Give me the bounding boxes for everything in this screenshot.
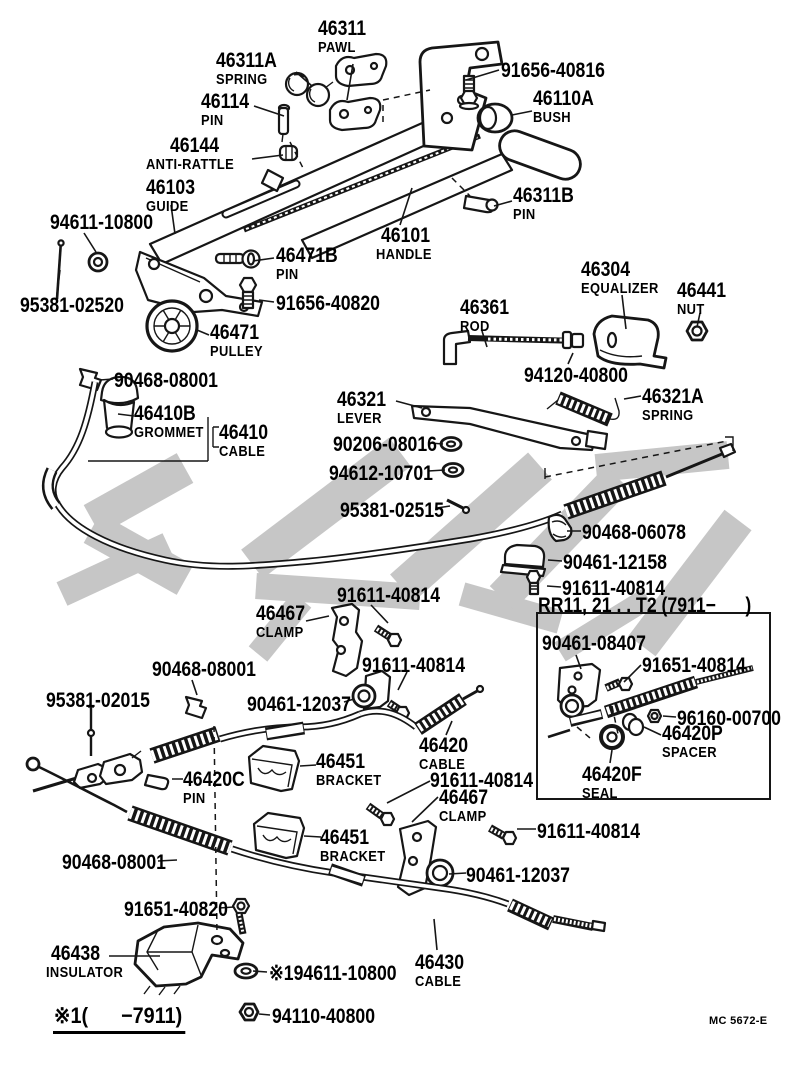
part-code: 46430: [415, 951, 465, 974]
part-code: 46438: [51, 942, 101, 965]
part-code: 91656-40820: [276, 292, 380, 315]
part-code: 46361: [460, 296, 510, 319]
part-code: 46420C: [183, 768, 245, 791]
label-90468-06078: [582, 522, 706, 543]
label-46311a-spring: [216, 50, 288, 88]
part-desc: PULLEY: [210, 343, 263, 361]
part-desc: PIN: [183, 790, 206, 808]
label-46361-rod: [460, 297, 518, 335]
part-desc: ROD: [460, 318, 490, 336]
part-code: 90461-12037: [466, 864, 570, 887]
label-46103-guide: [146, 177, 204, 215]
part-code: 46101: [381, 224, 431, 247]
part-code: 94612-10701: [329, 462, 433, 485]
part-code: 46441: [677, 279, 727, 302]
label-90461-12158: [563, 552, 687, 573]
part-code: 96160-00700: [677, 707, 781, 730]
part-code: 90468-08001: [62, 851, 166, 874]
label-46410b-grommet: [134, 403, 215, 441]
part-desc: INSULATOR: [46, 964, 124, 982]
label-194611-10800: [269, 963, 421, 984]
part-desc: GROMMET: [134, 424, 204, 442]
label-90468-08001-c: [62, 852, 186, 873]
part-code: 91656-40816: [501, 59, 605, 82]
label-91656-40816: [501, 60, 625, 81]
label-46420c-pin: [183, 769, 257, 807]
inset-header: RR11, 21 . . T2 (7911− ): [538, 594, 752, 617]
part-code: 46410: [219, 421, 269, 444]
part-code: 90206-08016: [333, 433, 437, 456]
part-code: 46321A: [642, 385, 704, 408]
part-code: 46471B: [276, 244, 338, 267]
label-94120-40800: [524, 365, 648, 386]
label-46420p-spacer: [662, 723, 734, 761]
part-code: 91651-40820: [124, 898, 228, 921]
bush-icon: [478, 104, 512, 132]
part-code: 46321: [337, 388, 387, 411]
part-code: 46410B: [134, 402, 196, 425]
part-desc: SEAL: [582, 785, 618, 803]
part-code: 46451: [320, 826, 370, 849]
label-46110a-bush: [533, 88, 605, 126]
part-code: 46420: [419, 734, 469, 757]
part-code: 91651-40814: [642, 654, 746, 677]
part-code: 91611-40814: [562, 577, 666, 600]
part-code: 46311: [318, 17, 367, 40]
label-46471-pulley: [210, 322, 272, 360]
part-code: 90461-12158: [563, 551, 667, 574]
label-46438-insulator: [46, 943, 136, 981]
label-91611-40814-e: [537, 821, 660, 842]
part-desc: BUSH: [533, 109, 571, 127]
part-code: 46114: [201, 90, 250, 113]
part-desc: CABLE: [219, 443, 266, 461]
part-desc: SPACER: [662, 744, 717, 762]
part-code: 94110-40800: [272, 1005, 376, 1028]
part-code: 95381-02520: [20, 294, 124, 317]
label-94612-10701: [329, 463, 453, 484]
part-desc: PIN: [513, 206, 536, 224]
footnote-applicability: ※1( −7911): [53, 1003, 185, 1034]
part-desc: CLAMP: [256, 624, 304, 642]
label-46410-cable: [219, 422, 277, 460]
label-46321a-spring: [642, 386, 716, 424]
label-46311b-pin: [513, 185, 585, 223]
part-desc: GUIDE: [146, 198, 189, 216]
label-46467-clamp-a: [256, 603, 314, 641]
part-code: 46420P: [662, 722, 723, 745]
part-code: 90468-08001: [152, 658, 256, 681]
part-code: 91611-40814: [337, 584, 441, 607]
label-95381-02515: [340, 500, 464, 521]
part-code: 91611-40814: [430, 769, 534, 792]
part-code: 90468-08001: [114, 369, 218, 392]
part-code: 46110A: [533, 87, 594, 110]
part-code: 91611-40814: [362, 654, 466, 677]
label-46471b-pin: [276, 245, 350, 283]
part-code: 94611-10800: [50, 211, 154, 234]
part-code: 46451: [316, 750, 366, 773]
label-91611-40814-b: [337, 585, 460, 606]
part-code: 46311B: [513, 184, 574, 207]
part-desc: HANDLE: [376, 246, 432, 264]
part-desc: ANTI-RATTLE: [146, 156, 235, 174]
label-95381-02015: [46, 690, 170, 711]
part-code: 94120-40800: [524, 364, 628, 387]
label-46304-equalizer: [581, 259, 671, 297]
part-desc: PIN: [276, 266, 299, 284]
part-desc: SPRING: [642, 407, 694, 425]
label-90461-12037-a: [247, 694, 371, 715]
part-desc: LEVER: [337, 410, 382, 428]
part-code: 46467: [439, 786, 489, 809]
part-desc: SPRING: [216, 71, 268, 89]
part-code: 46103: [146, 176, 196, 199]
part-desc: PAWL: [318, 39, 356, 57]
label-46321-lever: [337, 389, 395, 427]
label-94611-10800: [50, 212, 173, 233]
part-code: 46304: [581, 258, 631, 281]
label-90468-08001-a: [114, 370, 238, 391]
label-46311-pawl: [318, 18, 375, 56]
part-code: 90461-08407: [542, 632, 646, 655]
label-90461-08407: [542, 633, 666, 654]
label-90206-08016: [333, 434, 457, 455]
part-code: 95381-02515: [340, 499, 444, 522]
label-90461-12037-b: [466, 865, 590, 886]
part-code: ※194611-10800: [269, 962, 397, 985]
part-code: 46471: [210, 321, 260, 344]
part-code: 91611-40814: [537, 820, 641, 843]
label-46420f-seal: [582, 764, 653, 802]
part-code: 46144: [170, 134, 220, 157]
label-95381-02520: [20, 295, 144, 316]
label-46451-bracket-b: [320, 827, 396, 865]
part-desc: CABLE: [419, 756, 466, 774]
label-91656-40820: [276, 293, 400, 314]
part-code: 46420F: [582, 763, 642, 786]
label-94110-40800: [272, 1006, 395, 1027]
part-desc: CLAMP: [439, 808, 487, 826]
label-46144-anti-rattle: [146, 135, 248, 173]
label-46114-pin: [201, 91, 258, 129]
part-desc: EQUALIZER: [581, 280, 659, 298]
label-46420-cable: [419, 735, 477, 773]
label-46441-nut: [677, 280, 735, 318]
label-46430-cable: [415, 952, 473, 990]
label-46101-handle: [376, 225, 441, 263]
part-desc: BRACKET: [320, 848, 386, 866]
part-code: 95381-02015: [46, 689, 150, 712]
part-code: 90468-06078: [582, 521, 686, 544]
part-code: 90461-12037: [247, 693, 351, 716]
part-desc: BRACKET: [316, 772, 382, 790]
part-desc: NUT: [677, 301, 705, 319]
doc-code: MC 5672-E: [709, 1015, 768, 1027]
label-91611-40814-c: [362, 655, 485, 676]
label-91651-40814: [642, 655, 766, 676]
label-46451-bracket-a: [316, 751, 392, 789]
part-code: 46311A: [216, 49, 277, 72]
part-desc: CABLE: [415, 973, 462, 991]
part-desc: PIN: [201, 112, 224, 130]
label-91651-40820: [124, 899, 248, 920]
label-46467-clamp-b: [439, 787, 497, 825]
part-code: 46467: [256, 602, 306, 625]
label-90468-08001-b: [152, 659, 276, 680]
